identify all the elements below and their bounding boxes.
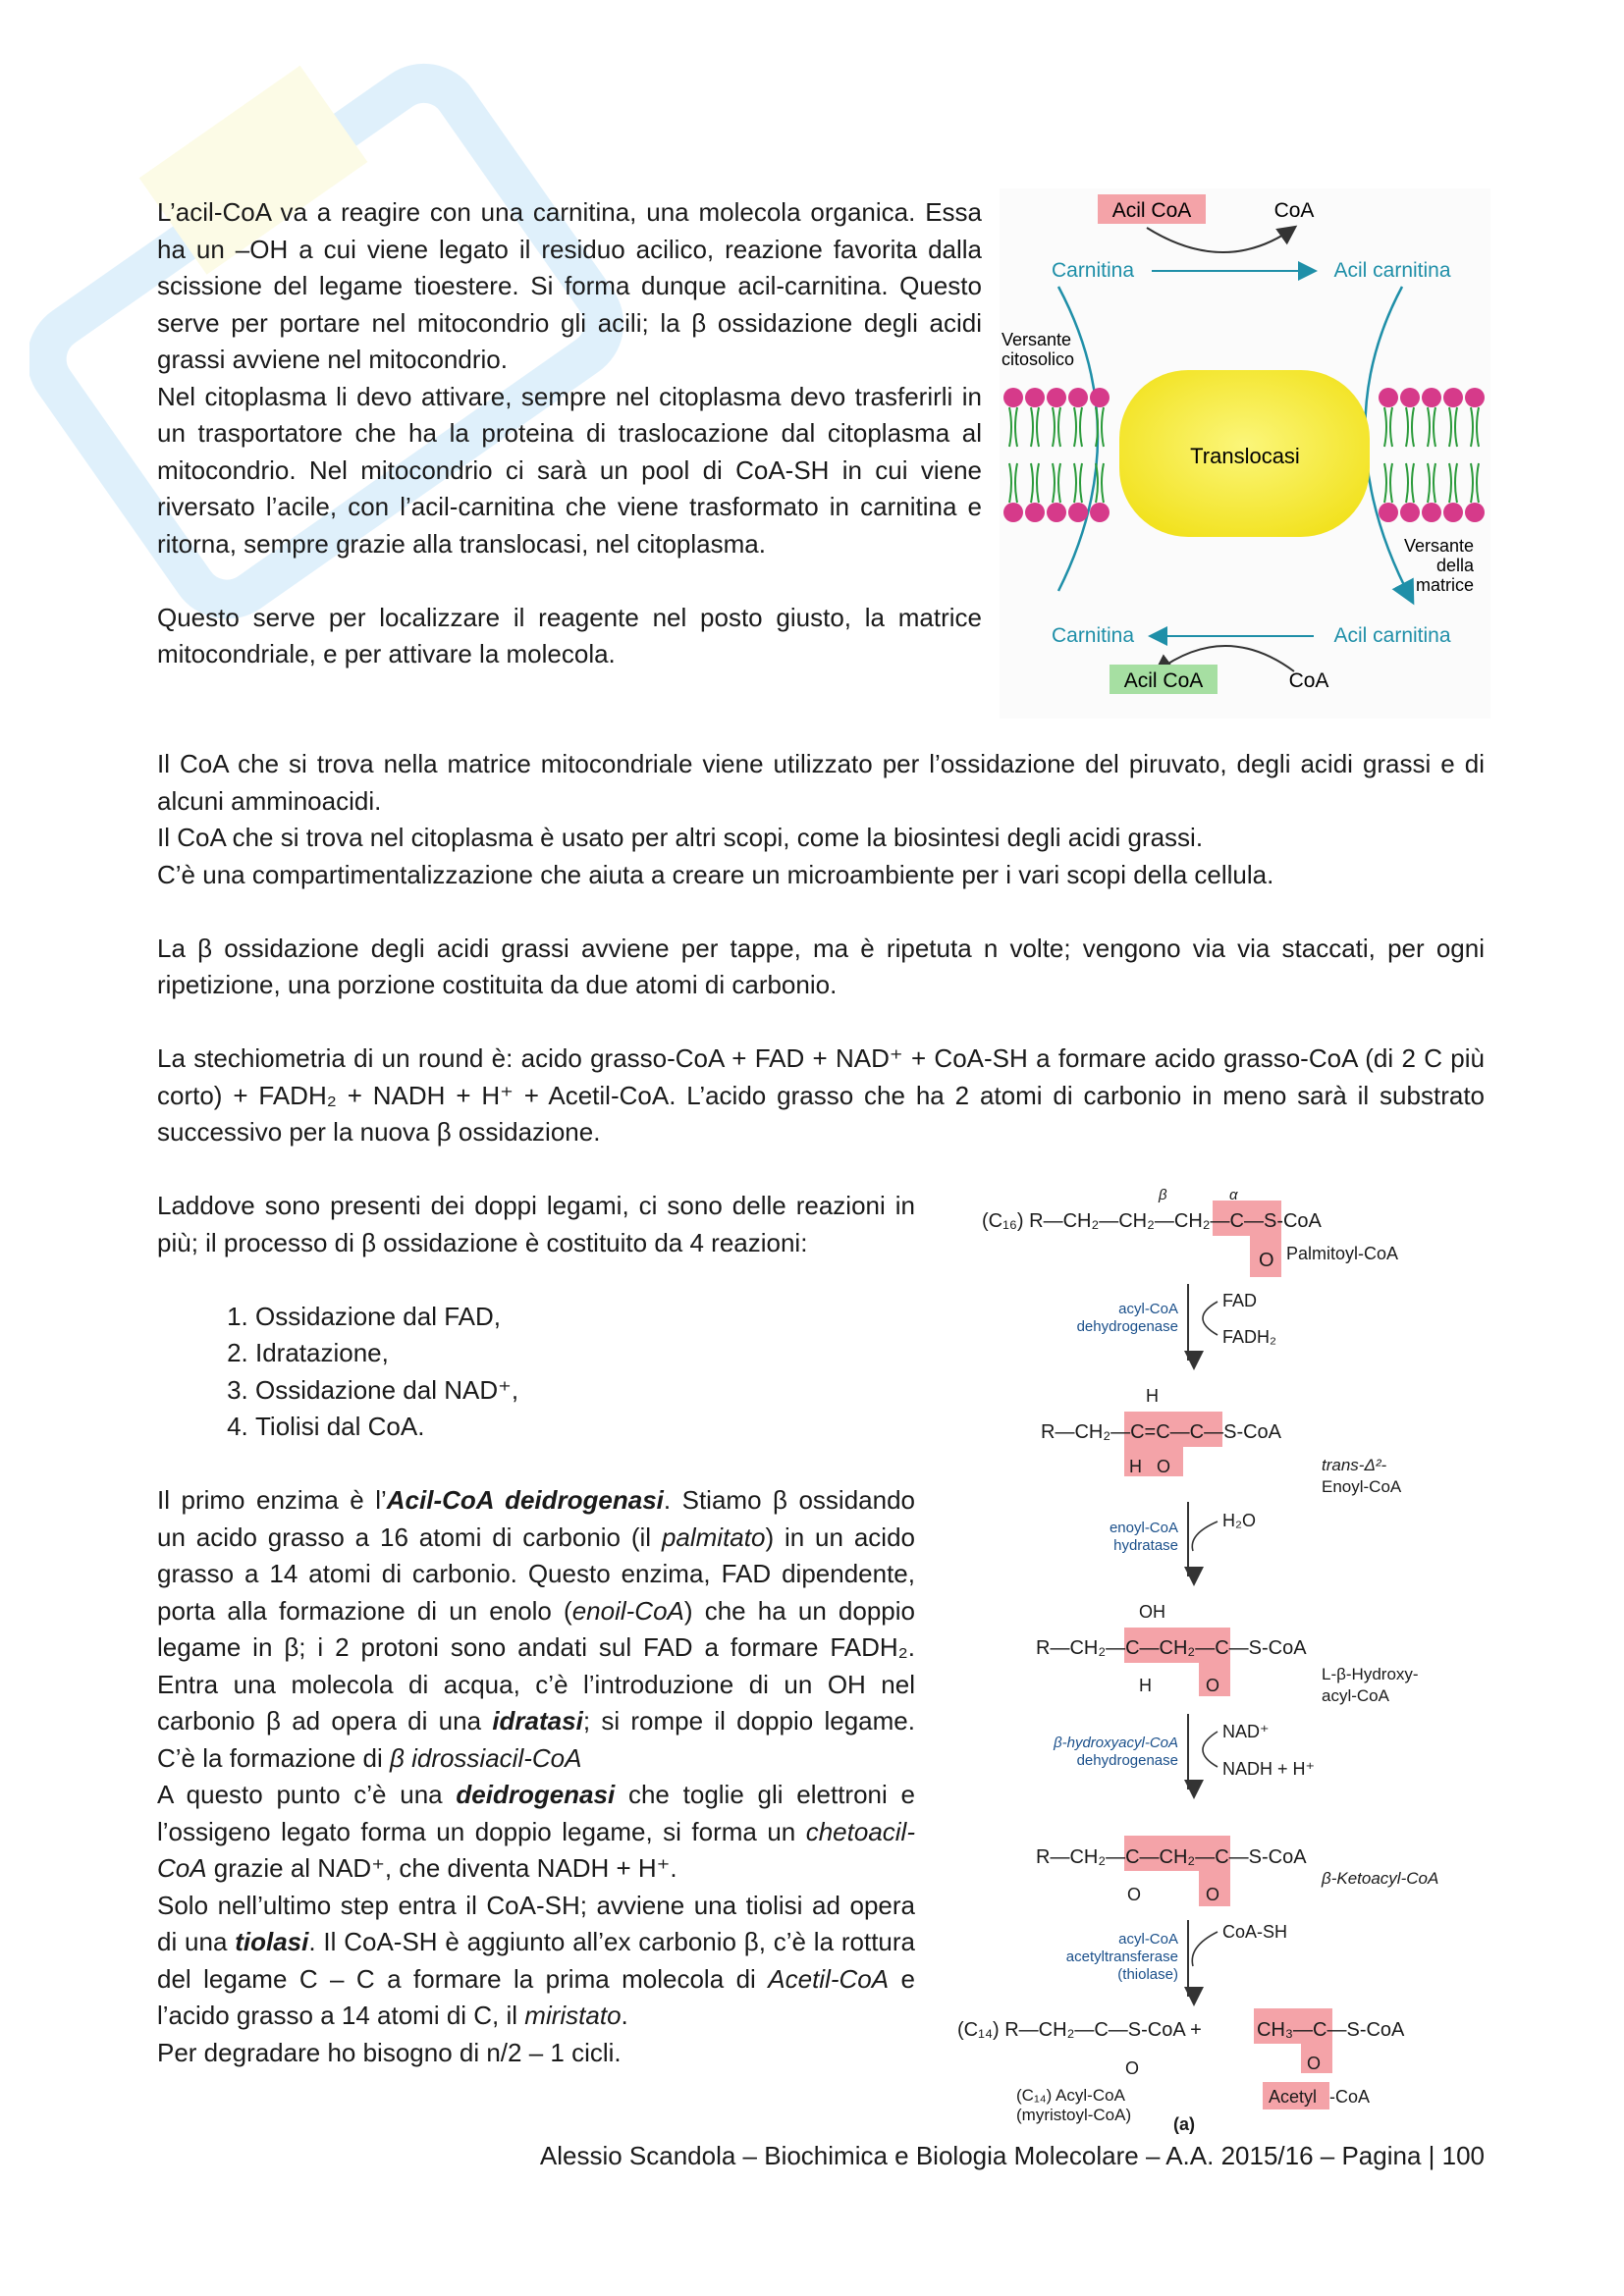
carbonyl-o: O bbox=[1125, 2058, 1140, 2078]
carnitina-top-label: Carnitina bbox=[1051, 259, 1135, 282]
nadh-label: NADH + H⁺ bbox=[1222, 1759, 1316, 1779]
paragraph: A questo punto c’è una deidrogenasi che toglie gli elettroni e l’ossigeno legato forma un doppio legame, si forma un chetoacil-CoA grazie al NAD⁺, che diventa NADH + H⁺. bbox=[157, 1780, 915, 1883]
acil-carnitina-top-label: Acil carnitina bbox=[1333, 259, 1451, 282]
ketoacyl-coa-structure: R—CH₂—C—CH₂—C—S-CoA bbox=[1036, 1846, 1307, 1868]
beta-oxidation-figure bbox=[952, 1186, 1502, 2138]
enzyme-label: acyl-CoA bbox=[1118, 1301, 1178, 1317]
paragraph: Laddove sono presenti dei doppi legami, ci sono delle reazioni in più; il processo di β ossidazione è costituito da 4 reazioni: bbox=[157, 1191, 915, 1257]
water-label: H₂O bbox=[1222, 1511, 1256, 1530]
paragraph: Il CoA che si trova nel citoplasma è usato per altri scopi, come la biosintesi degli acidi grassi. bbox=[157, 823, 1204, 852]
list-item: 2. Idratazione, bbox=[255, 1335, 915, 1372]
enzyme-label: β-hydroxyacyl-CoA bbox=[1054, 1735, 1178, 1751]
coa-bottom-label: CoA bbox=[1288, 669, 1329, 692]
versante-matrice-label: matrice bbox=[1415, 575, 1474, 595]
enoyl-coa-structure: R—CH₂—C=C—C—S-CoA bbox=[1041, 1421, 1282, 1443]
paragraph: La β ossidazione degli acidi grassi avviene per tappe, ma è ripetuta n volte; vengono via via staccati, per ogni ripetizione, una porzione costituita da due atomi di carbonio. bbox=[157, 933, 1485, 999]
panel-label: (a) bbox=[1173, 2114, 1195, 2134]
list-item: 1. Ossidazione dal FAD, bbox=[255, 1299, 915, 1336]
paragraph: La stechiometria di un round è: acido grasso-CoA + FAD + NAD⁺ + CoA-SH a formare acido grasso-CoA (di 2 C più corto) + FADH₂ + NADH + H⁺ + Acetil-CoA. L’acido grasso che ha 2 atomi di carbonio in meno sarà il substrato successivo per la nuova β ossidazione. bbox=[157, 1043, 1485, 1147]
middle-text-block bbox=[157, 746, 1485, 1151]
versante-matrice-label: della bbox=[1435, 556, 1474, 575]
enoyl-coa-name: Enoyl-CoA bbox=[1322, 1477, 1402, 1496]
coash-label: CoA-SH bbox=[1222, 1922, 1288, 1942]
paragraph: Il CoA che si trova nella matrice mitocondriale viene utilizzato per l’ossidazione del piruvato, degli acidi grassi e di alcuni amminoacidi. bbox=[157, 749, 1485, 816]
versante-matrice-label: Versante bbox=[1403, 536, 1474, 556]
carnitina-bottom-label: Carnitina bbox=[1051, 624, 1135, 647]
carbonyl-o: O bbox=[1157, 1457, 1171, 1476]
acil-coa-label: Acil CoA bbox=[1111, 199, 1192, 222]
enzyme-label: acetyltransferase bbox=[1065, 1949, 1178, 1965]
carbonyl-o: O bbox=[1259, 1250, 1274, 1271]
acil-carnitina-bottom-label: Acil carnitina bbox=[1333, 624, 1451, 647]
acetyl-coa-name: -CoA bbox=[1329, 2087, 1371, 2107]
fadh2-label: FADH₂ bbox=[1222, 1327, 1276, 1347]
beta-carbon-label: β bbox=[1159, 1187, 1167, 1203]
palmitoyl-coa-structure: (C₁₆) R—CH₂—CH₂—CH₂—C—S-CoA bbox=[982, 1210, 1322, 1232]
enzyme-label: hydratase bbox=[1113, 1537, 1178, 1554]
carbonyl-o: O bbox=[1206, 1885, 1220, 1904]
paragraph: Nel citoplasma li devo attivare, sempre nel citoplasma devo trasferirli in un trasportatore che ha la proteina di traslocazione dal citoplasma al mitocondrio. Nel mitocondrio ci sarà un pool di CoA-SH in cui viene riversato l’acile, con l’acil-carnitina che viene trasformato in carnitina e ritorna, sempre grazie alla translocasi, nel citoplasma. bbox=[157, 381, 982, 559]
myristoyl-coa-name: (C₁₄) Acyl-CoA bbox=[1016, 2086, 1125, 2105]
paragraph: Questo serve per localizzare il reagente nel posto giusto, la matrice mitocondriale, e per attivare la molecola. bbox=[157, 602, 982, 668]
hydroxyacyl-coa-name: acyl-CoA bbox=[1322, 1686, 1389, 1705]
translocasi-label: Translocasi bbox=[1190, 444, 1300, 468]
ketoacyl-coa-name: β-Ketoacyl-CoA bbox=[1322, 1869, 1439, 1888]
myristoyl-coa-name: (myristoyl-CoA) bbox=[1016, 2106, 1132, 2124]
paragraph: L’acil-CoA va a reagire con una carnitina, una molecola organica. Essa ha un –OH a cui viene legato il residuo acilico, reazione favorita dalla scissione del legame tioestere. Si forma dunque acil-carnitina. Questo serve per portare nel mitocondrio gli acili; la β ossidazione degli acidi grassi avviene nel mitocondrio. bbox=[157, 197, 982, 374]
hydroxyl-label: OH bbox=[1139, 1602, 1165, 1622]
palmitoyl-coa-name: Palmitoyl-CoA bbox=[1286, 1244, 1399, 1263]
paragraph: Il primo enzima è l’Acil-CoA deidrogenasi. Stiamo β ossidando un acido grasso a 16 atomi di carbonio (il palmitato) in un acido grasso a 14 atomi di carbonio. Questo enzima, FAD dipendente, porta alla formazione di un enolo (enoil-CoA) che ha un doppio legame in β; i 2 protoni sono andati sul FAD a formare FADH₂. Entra una molecola di acqua, c’è l’introduzione di un OH nel carbonio β ad opera di una idratasi; si rompe il doppio legame. C’è la formazione di β idrossiacil-CoA bbox=[157, 1485, 916, 1773]
carbonyl-o: O bbox=[1127, 1885, 1142, 1904]
hydroxyacyl-coa-structure: R—CH₂—C—CH₂—C—S-CoA bbox=[1036, 1637, 1307, 1659]
enzyme-label: (thiolase) bbox=[1117, 1966, 1178, 1983]
list-item: 3. Ossidazione dal NAD⁺, bbox=[255, 1372, 915, 1410]
enzyme-label: dehydrogenase bbox=[1076, 1752, 1178, 1769]
acil-coa-bottom-label: Acil CoA bbox=[1123, 669, 1204, 692]
enoyl-coa-name: trans-Δ²- bbox=[1322, 1456, 1387, 1474]
hydrogen-label: H bbox=[1139, 1676, 1152, 1695]
paragraph: C’è una compartimentalizzazione che aiuta a creare un microambiente per i vari scopi della cellula. bbox=[157, 859, 1274, 889]
enzyme-label: enoyl-CoA bbox=[1109, 1520, 1178, 1536]
page-footer: Alessio Scandola – Biochimica e Biologia Molecolare – A.A. 2015/16 – Pagina | 100 bbox=[539, 2141, 1485, 2170]
acetyl-coa-name: Acetyl bbox=[1269, 2087, 1318, 2107]
reaction-steps-list bbox=[157, 1299, 915, 1446]
nad-label: NAD⁺ bbox=[1222, 1722, 1270, 1741]
carbonyl-o: O bbox=[1307, 2054, 1322, 2073]
carbonyl-o: O bbox=[1206, 1676, 1220, 1695]
intro-text-block bbox=[157, 194, 982, 673]
alpha-carbon-label: α bbox=[1229, 1187, 1238, 1203]
paragraph: Solo nell’ultimo step entra il CoA-SH; avviene una tiolisi ad opera di una tiolasi. Il CoA-SH è aggiunto all’ex carbonio β, c’è la rottura del legame C – C a formare la prima molecola di Acetil-CoA e l’acido grasso a 14 atomi di C, il miristato. bbox=[157, 1890, 915, 2030]
lower-text-block bbox=[157, 1188, 915, 2071]
hydrogen-label: H bbox=[1146, 1386, 1159, 1406]
coa-label: CoA bbox=[1273, 199, 1315, 222]
hydroxyacyl-coa-name: L-β-Hydroxy- bbox=[1322, 1665, 1419, 1683]
acetyl-coa-structure: CH₃—C—S-CoA bbox=[1257, 2019, 1405, 2041]
carnitine-shuttle-figure bbox=[1000, 188, 1490, 719]
versante-citosolico-label: citosolico bbox=[1001, 349, 1075, 369]
list-item: 4. Tiolisi dal CoA. bbox=[255, 1409, 915, 1446]
hydrogen-label: H bbox=[1129, 1457, 1142, 1476]
fad-label: FAD bbox=[1222, 1291, 1258, 1310]
enzyme-label: acyl-CoA bbox=[1118, 1931, 1178, 1948]
enzyme-label: dehydrogenase bbox=[1076, 1318, 1178, 1335]
myristoyl-coa-structure: (C₁₄) R—CH₂—C—S-CoA + bbox=[957, 2019, 1202, 2041]
versante-citosolico-label: Versante bbox=[1001, 330, 1072, 349]
paragraph: Per degradare ho bisogno di n/2 – 1 cicli. bbox=[157, 2037, 622, 2067]
